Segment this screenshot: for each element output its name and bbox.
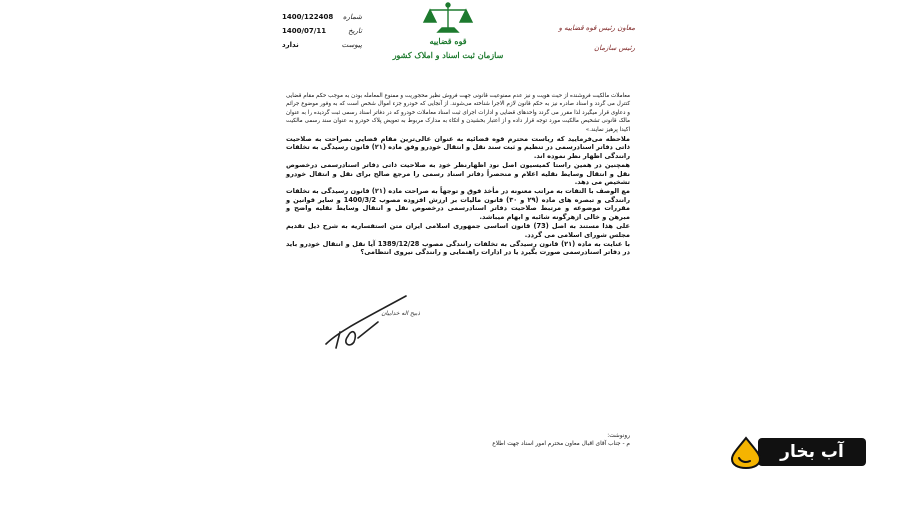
cc-heading: رونوشت: [607, 433, 630, 439]
body-paragraph-4: علی هذا مستند به اصل (73) قانون اساسی جمهوری اسلامی ایران متن استفساریه به شرح ذیل تقدیم مجلس شورای اسلامی می گردد. [286, 222, 630, 239]
addressee-line-2: رئیس سازمان [594, 44, 635, 52]
body-paragraph-2: همچنین در همین راستا کمیسیون اصل نود اظهارنظر خود به صلاحیت ذاتی دفاتر اسنادرسمی درخصوص نقل و انتقال وسایط نقلیه اعلام و منحصراً دفاتر اسناد رسمی را مرجع صالح برای نقل و انتقال خودرو تشخیص می دهد. [286, 161, 630, 187]
body-paragraph-5: با عنایت به ماده (۲۱) قانون رسیدگی به تخلفات رانندگی مصوب 1389/12/28 آیا نقل و انتقال خودرو باید در دفاتر اسنادرسمی صورت بگیرد یا در ادارات راهنمایی و رانندگی نیروی انتظامی؟ [286, 239, 630, 257]
judiciary-emblem-icon [418, 2, 478, 36]
organization-subtitle: سازمان ثبت اسناد و املاک کشور [392, 50, 504, 60]
letter-meta [282, 10, 362, 52]
meta-number-value: 1400/122408 [282, 13, 334, 21]
meta-attachment-value: ندارد [282, 41, 299, 49]
cc-block [470, 432, 630, 448]
brand-logo [728, 436, 868, 469]
meta-number-row [282, 10, 362, 24]
addressee-line-1: معاون رئیس قوه قضاییه و [558, 24, 635, 32]
cc-line: م - جناب آقای اقبال معاون محترم امور اسناد جهت اطلاع [492, 441, 630, 447]
signatory-name: ذبیح اله خداییان [381, 310, 420, 317]
meta-attachment-row [282, 38, 362, 52]
body-intro: معاملات مالکیت فروشنده از حیث هویت و نیز عدم ممنوعیت قانونی جهت فروش نظیر محجوریت و ممنوع المعامله بودن به موجب حکم مقام قضایی کنترل می گردد و اسناد صادره نیز به حکم قانون لازم الاجرا شناخته می‌شوند. از آنجایی که خودرو جزء اموال شخص است که به وفور موضوع جرائم و دعاوی قرار میگیرد لذا مقرر می گردد واحدهای قضایی و ادارات اجرای ثبت اسناد معاملات خودرو که در دفاتر اسناد رسمی ثبت گردیده را به عنوان مالک قانونی تشخیص مالکیت مورد توجه قرار داده و از اعتبار بخشیدن و اتکاء به مدارک مربوط به تعویض پلاک خودرو به عنوان سند رسمی مالکیت اکیدا پرهیز نمایند.» [286, 93, 630, 133]
handwritten-signature-icon [318, 292, 418, 350]
meta-attachment-label: پیوست [341, 41, 362, 49]
body-paragraph-1: ملاحظه می‌فرمایید که ریاست محترم قوه قضائیه به عنوان عالی‌ترین مقام قضایی بصراحت به صلاحیت ذاتی دفاتر اسنادرسمی در تنظیم و ثبت سند نقل و انتقال خودرو وفق ماده (۲۱) قانون رسیدگی به تخلفات رانندگی اظهار نظر نموده اند. [286, 135, 630, 160]
brand-logo-text: آب بخار [780, 442, 844, 462]
meta-date-value: 1400/07/11 [282, 27, 327, 35]
meta-date-label: تاریخ [348, 27, 362, 35]
addressee-block [555, 18, 635, 58]
meta-number-label: شماره [342, 13, 362, 21]
body-paragraph-3: مع الوصف با التفات به مراتب معنونه در مأخذ فوق و توجهاً به صراحت ماده (۲۱) قانون رسیدگی به تخلفات رانندگی و تبصره های ماده (۲۹ و ۳۰) قانون مالیات بر ارزش افزوده مصوب 1400/3/2 و سایر قوانین و مقررات موضوعه و مرتبط صلاحیت دفاتر اسنادرسمی درخصوص نقل و انتقال وسایط نقلیه واضح و مبرهن و خالی ازهرگونه شائبه و ابهام میباشد. [286, 187, 630, 221]
meta-date-row [282, 24, 362, 38]
brand-drop-icon [728, 436, 764, 469]
letter-body [286, 92, 630, 258]
organization-name: قوه قضاییه [429, 36, 467, 46]
